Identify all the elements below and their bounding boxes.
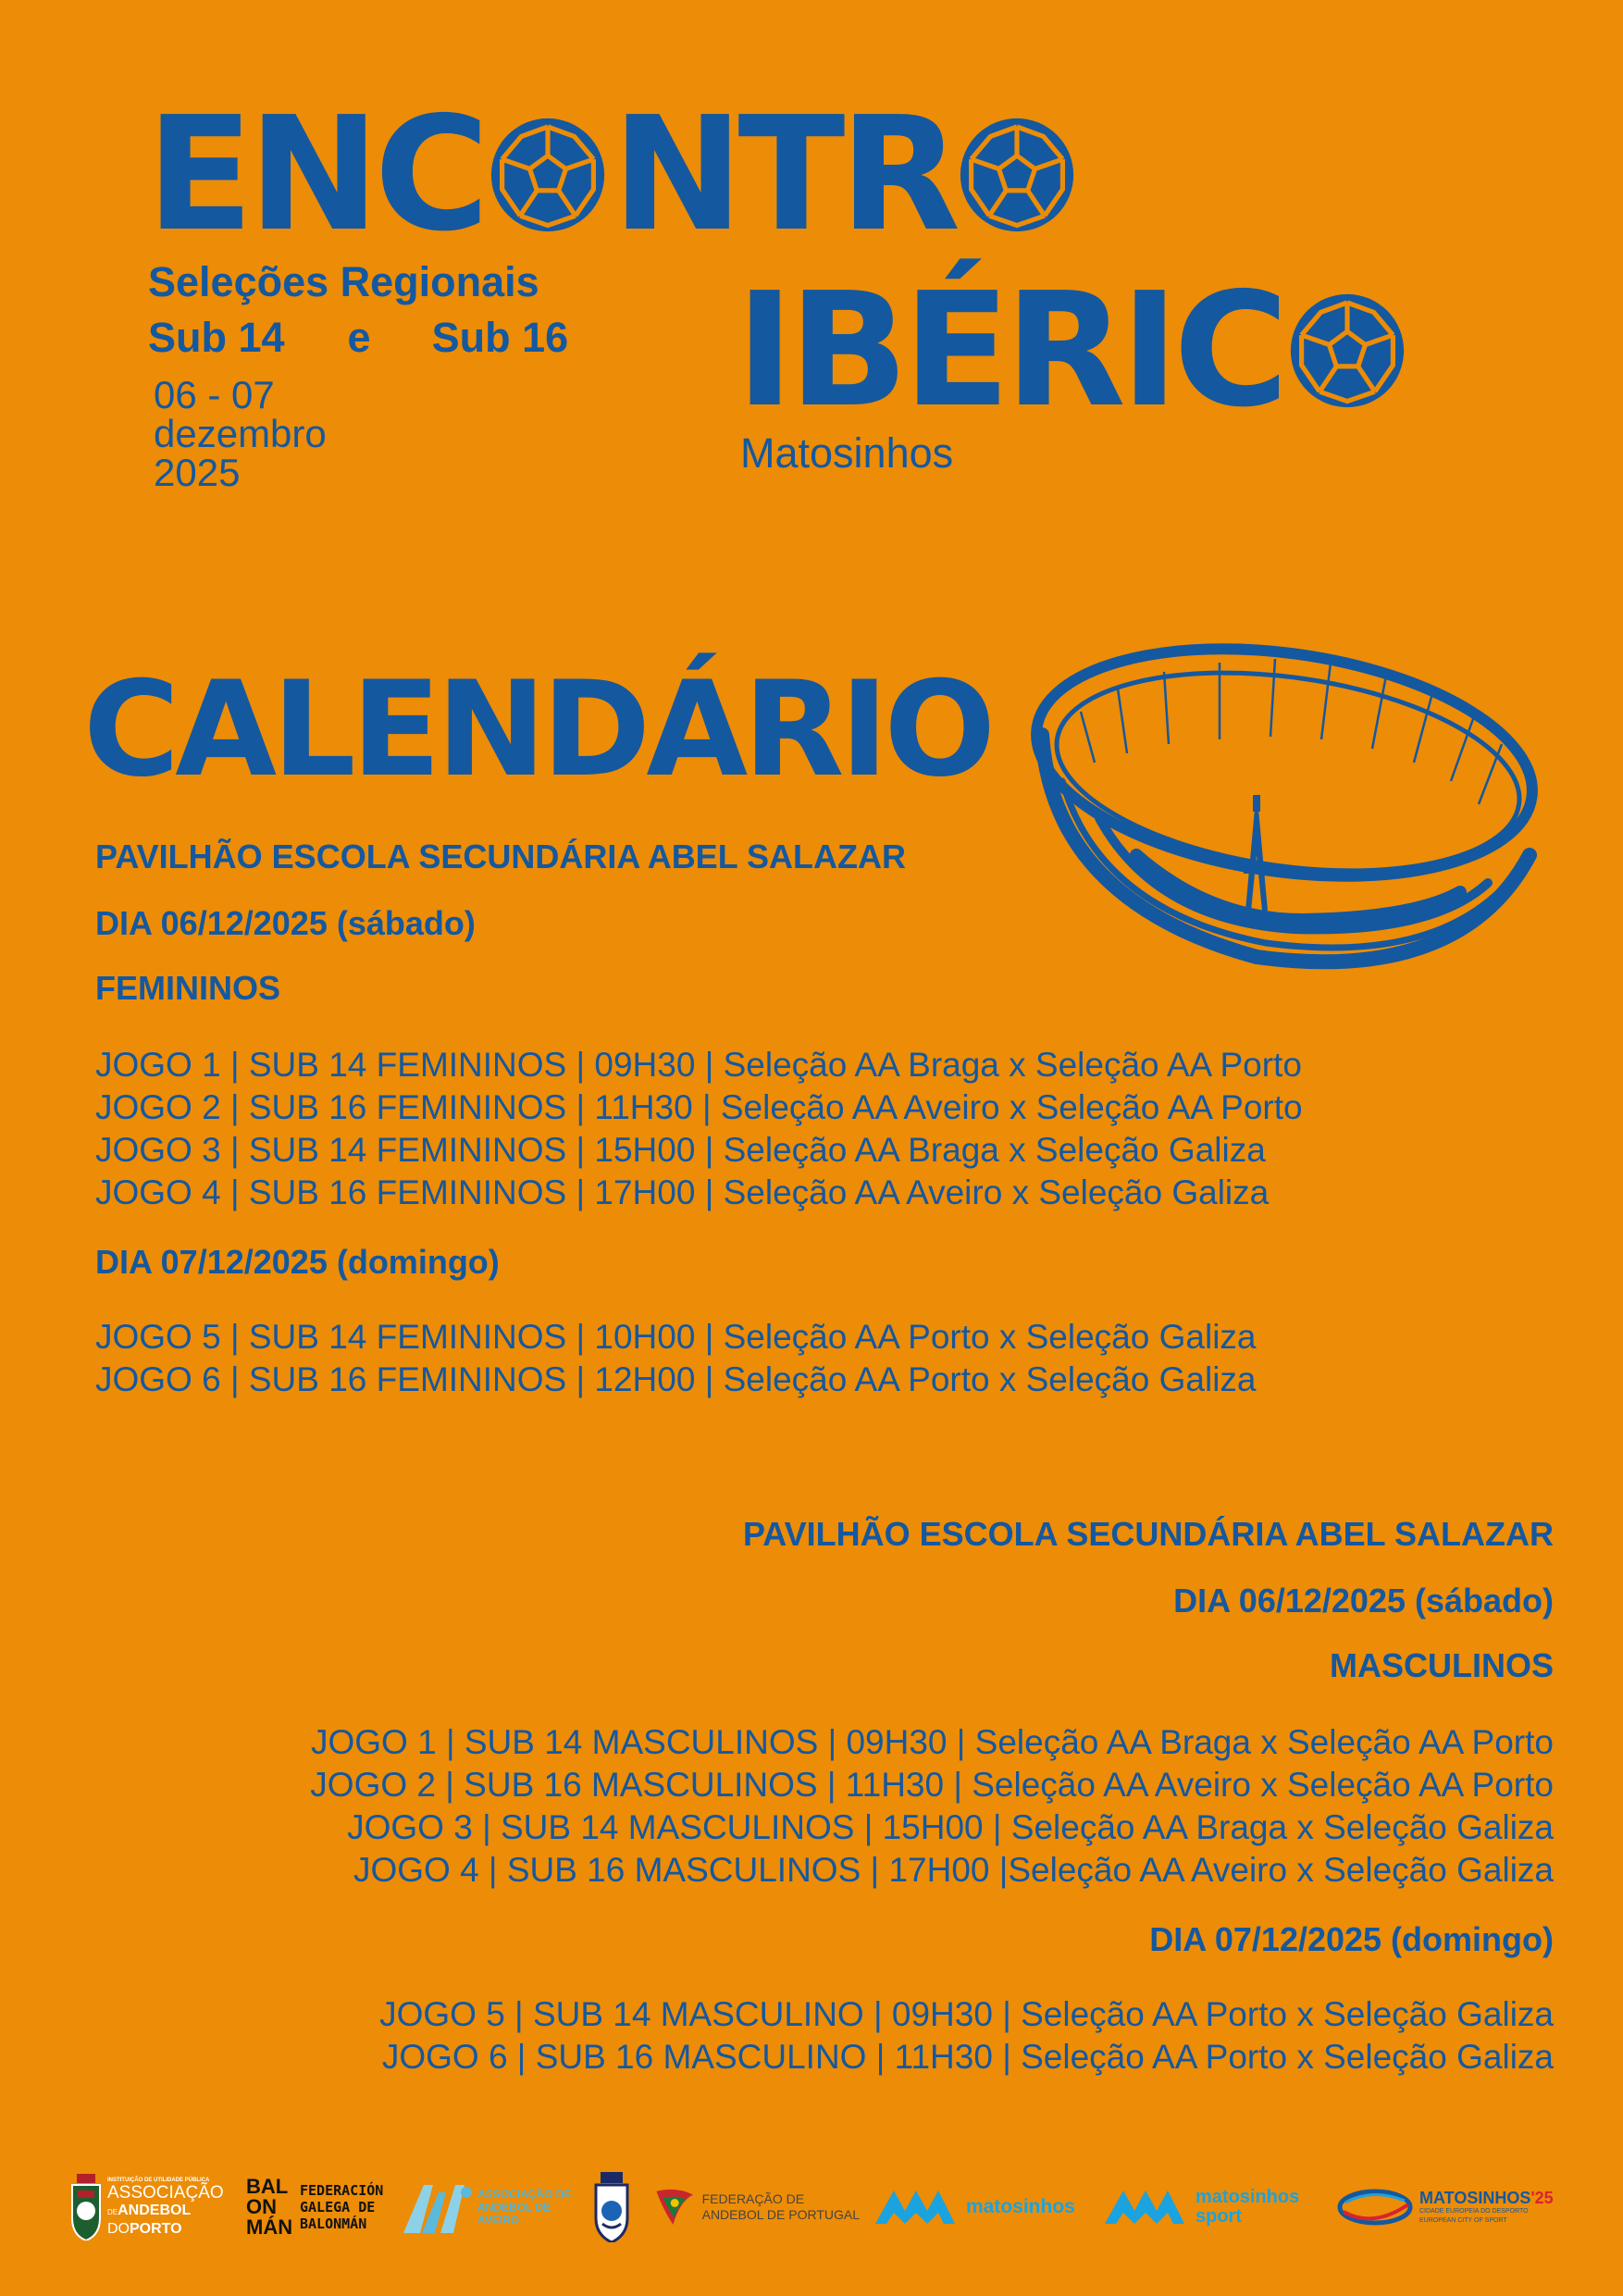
title-iberico — [736, 259, 1407, 442]
matosinhos-mark-icon — [1103, 2187, 1186, 2228]
logo-m25-title: MATOSINHOS — [1419, 2189, 1531, 2207]
logo-fap-l1: FEDERAÇÃO DE — [701, 2191, 805, 2206]
logo-fap — [651, 2166, 860, 2249]
logo-aa-porto — [70, 2166, 232, 2249]
logo-fgb-l3: BALONMÁN — [300, 2215, 367, 2232]
game-item: JOGO 2 | SUB 16 FEMININOS | 11H30 | Seleção AA Aveiro x Seleção AA Porto — [95, 1088, 1303, 1126]
subtitle-categories — [148, 311, 568, 365]
handball-icon — [957, 115, 1077, 235]
date-year: 2025 — [154, 451, 241, 494]
game-item: JOGO 1 | SUB 14 MASCULINOS | 09H30 | Seleção AA Braga x Seleção AA Porto — [310, 1723, 1554, 1761]
logo-aveiro-l2: ANDEBOL DE — [477, 2201, 551, 2214]
logo-sport-l1: matosinhos — [1196, 2187, 1300, 2207]
logo-matosinhos-name: matosinhos — [966, 2196, 1075, 2217]
logo-fap-l2: ANDEBOL DE PORTUGAL — [701, 2207, 860, 2222]
logo-porto-l2: DE — [107, 2208, 118, 2216]
title-encontro-part-b: NTR — [612, 83, 956, 267]
date-days: 06 - 07 — [154, 373, 275, 416]
title-encontro — [146, 83, 1077, 267]
category-connector: e — [347, 314, 371, 361]
logo-porto-l1: ASSOCIAÇÃO — [107, 2183, 224, 2203]
logo-fgb-mark: BALON MÁN — [246, 2175, 293, 2239]
logo-matosinhos — [873, 2166, 1086, 2249]
group-heading: MASCULINOS — [1330, 1646, 1554, 1684]
logo-aa-aveiro — [402, 2166, 577, 2249]
game-item: JOGO 6 | SUB 16 MASCULINO | 11H30 | Seleção AA Porto x Seleção Galiza — [381, 2038, 1554, 2076]
logo-m25-l2: EUROPEAN CITY OF SPORT — [1419, 2217, 1507, 2224]
fap-mark-icon — [651, 2182, 697, 2232]
title-encontro-part-a: ENC — [146, 83, 485, 267]
game-item: JOGO 5 | SUB 14 FEMININOS | 10H00 | Seleção AA Porto x Seleção Galiza — [95, 1318, 1257, 1356]
logo-porto-l5: PORTO — [130, 2221, 182, 2237]
handball-icon — [488, 115, 608, 235]
schedule-female — [95, 840, 1622, 1433]
logo-fgb — [246, 2166, 394, 2249]
crest-icon — [593, 2172, 630, 2242]
game-item: JOGO 5 | SUB 14 MASCULINO | 09H30 | Seleção AA Porto x Seleção Galiza — [379, 1995, 1554, 2033]
day-heading: DIA 07/12/2025 (domingo) — [95, 1243, 500, 1281]
matosinhos25-mark-icon — [1336, 2184, 1414, 2230]
game-item: JOGO 4 | SUB 16 MASCULINOS | 17H00 |Seleção AA Aveiro x Seleção Galiza — [353, 1851, 1554, 1889]
matosinhos-mark-icon — [873, 2187, 957, 2228]
game-item: JOGO 3 | SUB 14 FEMININOS | 15H00 | Seleção AA Braga x Seleção Galiza — [95, 1131, 1266, 1169]
subtitle-selecoes: Seleções Regionais — [148, 258, 539, 305]
logo-fgb-l2: GALEGA DE — [300, 2199, 376, 2215]
event-dates — [154, 373, 327, 494]
game-list — [27, 1721, 1554, 1892]
logo-crest-matosinhos — [593, 2166, 630, 2249]
logo-matosinhos25 — [1336, 2166, 1558, 2249]
game-list — [27, 1993, 1554, 2079]
category-sub14: Sub 14 — [148, 314, 285, 361]
category-sub16: Sub 16 — [431, 314, 569, 361]
title-iberico-part-a: IBÉRIC — [736, 259, 1283, 442]
crest-icon — [70, 2174, 102, 2240]
event-city: Matosinhos — [740, 429, 954, 477]
game-item: JOGO 2 | SUB 16 MASCULINOS | 11H30 | Seleção AA Aveiro x Seleção AA Porto — [310, 1766, 1554, 1804]
game-item: JOGO 4 | SUB 16 FEMININOS | 17H00 | Seleção AA Aveiro x Seleção Galiza — [95, 1173, 1270, 1211]
logo-porto-top: INSTITUIÇÃO DE UTILIDADE PÚBLICA — [107, 2178, 210, 2183]
group-heading: FEMININOS — [95, 969, 281, 1007]
venue-title: PAVILHÃO ESCOLA SECUNDÁRIA ABEL SALAZAR — [742, 1515, 1554, 1553]
game-list — [95, 1044, 1622, 1214]
logo-fgb-l1: FEDERACIÓN — [300, 2182, 384, 2199]
game-item: JOGO 6 | SUB 16 FEMININOS | 12H00 | Seleção AA Porto x Seleção Galiza — [95, 1360, 1257, 1398]
game-item: JOGO 3 | SUB 14 MASCULINOS | 15H00 | Seleção AA Braga x Seleção Galiza — [347, 1808, 1554, 1846]
logo-m25-year: '25 — [1530, 2189, 1554, 2207]
venue-title: PAVILHÃO ESCOLA SECUNDÁRIA ABEL SALAZAR — [95, 838, 907, 875]
game-list — [95, 1316, 1622, 1401]
date-month: dezembro — [154, 412, 327, 455]
aveiro-mark-icon — [402, 2179, 474, 2235]
logo-m25-l1: CIDADE EUROPEIA DO DESPORTO — [1419, 2208, 1529, 2215]
logo-porto-l4: DO — [107, 2221, 130, 2237]
calendar-title: CALENDÁRIO — [83, 653, 992, 806]
day-heading: DIA 06/12/2025 (sábado) — [1173, 1582, 1554, 1620]
logo-aveiro-l1: ASSOCIAÇÃO DE — [477, 2188, 572, 2201]
sponsor-logos — [70, 2166, 1560, 2249]
game-item: JOGO 1 | SUB 14 FEMININOS | 09H30 | Seleção AA Braga x Seleção AA Porto — [95, 1046, 1302, 1084]
logo-sport-l2: sport — [1196, 2206, 1242, 2227]
logo-porto-l3: ANDEBOL — [118, 2203, 192, 2218]
schedule-male — [27, 1515, 1554, 2110]
logo-aveiro-l3: AVEIRO — [477, 2214, 520, 2227]
handball-icon — [1287, 291, 1407, 411]
day-heading: DIA 06/12/2025 (sábado) — [95, 904, 476, 942]
day-heading: DIA 07/12/2025 (domingo) — [1149, 1920, 1554, 1958]
logo-matosinhos-sport — [1103, 2166, 1325, 2249]
